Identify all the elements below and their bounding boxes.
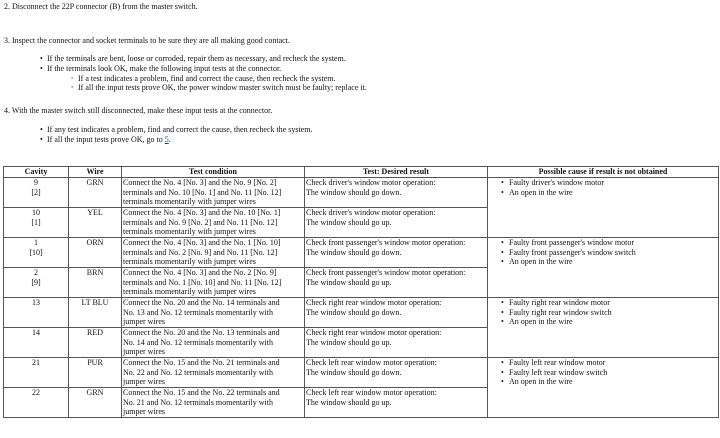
cell-line: Connect the No. 20 and the No. 14 terminals and	[123, 298, 280, 307]
list-item	[40, 135, 312, 145]
list-item-text: If the terminals look OK, make the following input tests at the connector.	[47, 64, 282, 73]
go-to-step-5-link[interactable]: 5	[164, 135, 169, 144]
possible-cause-cell	[488, 178, 719, 238]
cause-list	[489, 298, 717, 327]
cell-line: The window should go down.	[306, 367, 402, 377]
list-item-text: If all the input tests prove OK, go to	[47, 135, 165, 144]
table-row	[4, 298, 719, 328]
list-item: • If the terminals are bent, loose or corroded, repair them as necessary, and recheck the system.	[40, 54, 367, 64]
cell-line: terminals and No. 2 [No. 9] and No. 11 [No. 12]	[123, 247, 278, 257]
cell-line: PUR	[87, 358, 103, 367]
test-condition-cell	[122, 358, 305, 388]
cell-line: [1]	[31, 217, 41, 227]
list-item	[40, 64, 367, 92]
cell-line: GRN	[86, 178, 104, 187]
table-row	[4, 238, 719, 268]
cell-line: 9	[34, 178, 38, 187]
list-item: • Faulty right rear window motor	[489, 298, 717, 308]
cell-line: No. 13 and No. 12 terminals momentarily with	[123, 307, 273, 317]
list-item: • Faulty left rear window switch	[489, 368, 717, 378]
cell-line: Connect the No. 15 and the No. 22 terminals and	[123, 388, 280, 397]
cell-line: jumper wires	[123, 317, 165, 327]
cavity-cell	[4, 238, 69, 268]
header-test-condition: Test condition	[122, 167, 305, 178]
cell-line: jumper wires	[123, 377, 165, 387]
cell-line: Check right rear window motor operation:	[306, 328, 442, 337]
test-condition-cell	[122, 238, 305, 268]
cell-line: The window should go up.	[306, 277, 392, 287]
test-condition-cell	[122, 268, 305, 298]
cell-line: The window should go up.	[306, 337, 392, 347]
cell-line: [9]	[31, 277, 41, 287]
cell-line: terminals momentarily with jumper wires	[123, 287, 256, 297]
cell-line: terminals and No. 9 [No. 2] and No. 11 [No. 12]	[123, 217, 278, 227]
cell-line: ORN	[86, 238, 104, 247]
cell-line: Check front passenger's window motor operation:	[306, 238, 466, 247]
cell-line: [10]	[29, 247, 43, 257]
list-item: • Faulty front passenger's window motor	[489, 238, 717, 248]
desired-result-cell	[305, 358, 488, 388]
cause-list	[489, 238, 717, 267]
cell-line: The window should go down.	[306, 247, 402, 257]
possible-cause-cell	[488, 298, 719, 358]
cell-line: The window should go down.	[306, 307, 402, 317]
sub-bullets	[47, 74, 367, 92]
list-item: • Faulty right rear window switch	[489, 308, 717, 318]
cell-line: Check front passenger's window motor operation:	[306, 268, 466, 277]
header-desired-result: Test: Desired result	[305, 167, 488, 178]
cell-line: 14	[32, 328, 40, 337]
cell-line: No. 21 and No. 12 terminals momentarily with	[123, 397, 273, 407]
cavity-cell	[4, 268, 69, 298]
list-item: • Faulty left rear window motor	[489, 358, 717, 368]
cause-list	[489, 358, 717, 387]
table-row	[4, 178, 719, 208]
desired-result-cell	[305, 178, 488, 208]
cell-line: [2]	[31, 187, 41, 197]
cell-line: jumper wires	[123, 347, 165, 357]
cell-line: The window should go up.	[306, 217, 392, 227]
list-item: • Faulty driver's window motor	[489, 178, 717, 188]
test-condition-cell	[122, 328, 305, 358]
step-3-bullets	[40, 54, 367, 92]
cell-line: Check right rear window motor operation:	[306, 298, 442, 307]
cell-line: terminals momentarily with jumper wires	[123, 257, 256, 267]
step-2-text: 2. Disconnect the 22P connector (B) from the master switch.	[4, 2, 198, 11]
desired-result-cell	[305, 298, 488, 328]
possible-cause-cell	[488, 358, 719, 418]
cell-line: GRN	[86, 388, 104, 397]
desired-result-cell	[305, 208, 488, 238]
list-item: • An open in the wire	[489, 188, 717, 198]
test-condition-cell	[122, 178, 305, 208]
cell-line: jumper wires	[123, 407, 165, 417]
cell-line: terminals and No. 10 [No. 1] and No. 11 [No. 12]	[123, 187, 282, 197]
table-header-row	[4, 167, 719, 178]
step-4-bullets	[40, 125, 312, 145]
test-condition-cell	[122, 388, 305, 418]
wire-cell	[69, 238, 122, 268]
cell-line: Connect the No. 20 and the No. 13 terminals and	[123, 328, 280, 337]
cell-line: Check left rear window motor operation:	[306, 358, 437, 367]
cavity-cell	[4, 208, 69, 238]
cell-line: 10	[32, 208, 40, 217]
wire-cell	[69, 208, 122, 238]
cell-line: LT BLU	[81, 298, 109, 307]
cell-line: terminals and No. 1 [No. 10] and No. 11 [No. 12]	[123, 277, 282, 287]
cause-list	[489, 178, 717, 197]
cell-line: Connect the No. 4 [No. 3] and the No. 10 [No. 1]	[123, 208, 281, 217]
desired-result-cell	[305, 388, 488, 418]
cell-line: 1	[34, 238, 38, 247]
list-item: • If any test indicates a problem, find and correct the cause, then recheck the system.	[40, 125, 312, 135]
cell-line: YEL	[87, 208, 103, 217]
wire-cell	[69, 298, 122, 328]
desired-result-cell	[305, 268, 488, 298]
desired-result-cell	[305, 328, 488, 358]
cell-line: terminals momentarily with jumper wires	[123, 197, 256, 207]
cell-line: Connect the No. 4 [No. 3] and the No. 9 [No. 2]	[123, 178, 277, 187]
cell-line: RED	[87, 328, 103, 337]
cell-line: Check driver's window motor operation:	[306, 178, 436, 187]
cavity-cell	[4, 298, 69, 328]
cell-line: No. 14 and No. 12 terminals momentarily with	[123, 337, 273, 347]
cell-line: Check left rear window motor operation:	[306, 388, 437, 397]
step-3-text: 3. Inspect the connector and socket terminals to be sure they are all making good contact.	[4, 36, 290, 45]
wire-cell	[69, 268, 122, 298]
list-item: • Faulty front passenger's window switch	[489, 248, 717, 258]
test-condition-cell	[122, 208, 305, 238]
cell-line: Connect the No. 15 and the No. 21 terminals and	[123, 358, 280, 367]
input-tests-table	[3, 166, 719, 418]
desired-result-cell	[305, 238, 488, 268]
list-item: • An open in the wire	[489, 257, 717, 267]
cavity-cell	[4, 388, 69, 418]
cell-line: 21	[32, 358, 40, 367]
header-possible-cause: Possible cause if result is not obtained	[488, 167, 719, 178]
cavity-cell	[4, 178, 69, 208]
table-row	[4, 358, 719, 388]
cell-line: Connect the No. 4 [No. 3] and the No. 2 [No. 9]	[123, 268, 277, 277]
header-cavity: Cavity	[4, 167, 69, 178]
wire-cell	[69, 388, 122, 418]
cell-line: 2	[34, 268, 38, 277]
cell-line: Connect the No. 4 [No. 3] and the No. 1 [No. 10]	[123, 238, 281, 247]
step-4-text: 4. With the master switch still disconnected, make these input tests at the connector.	[4, 106, 273, 115]
cell-line: The window should go up.	[306, 397, 392, 407]
possible-cause-cell	[488, 238, 719, 298]
header-wire: Wire	[69, 167, 122, 178]
wire-cell	[69, 328, 122, 358]
list-item-text: .	[168, 135, 171, 144]
cavity-cell	[4, 328, 69, 358]
cell-line: No. 22 and No. 12 terminals momentarily with	[123, 367, 273, 377]
list-item: • An open in the wire	[489, 317, 717, 327]
test-condition-cell	[122, 298, 305, 328]
cell-line: terminals momentarily with jumper wires	[123, 227, 256, 237]
wire-cell	[69, 358, 122, 388]
cell-line: BRN	[86, 268, 104, 277]
list-item: ◦ If a test indicates a problem, find and correct the cause, then recheck the system.	[71, 74, 367, 83]
cavity-cell	[4, 358, 69, 388]
list-item: ◦ If all the input tests prove OK, the power window master switch must be faulty; replace it.	[71, 83, 367, 92]
cell-line: Check driver's window motor operation:	[306, 208, 436, 217]
cell-line: 13	[32, 298, 40, 307]
cell-line: The window should go down.	[306, 187, 402, 197]
list-item: • An open in the wire	[489, 377, 717, 387]
wire-cell	[69, 178, 122, 208]
cell-line: 22	[32, 388, 40, 397]
